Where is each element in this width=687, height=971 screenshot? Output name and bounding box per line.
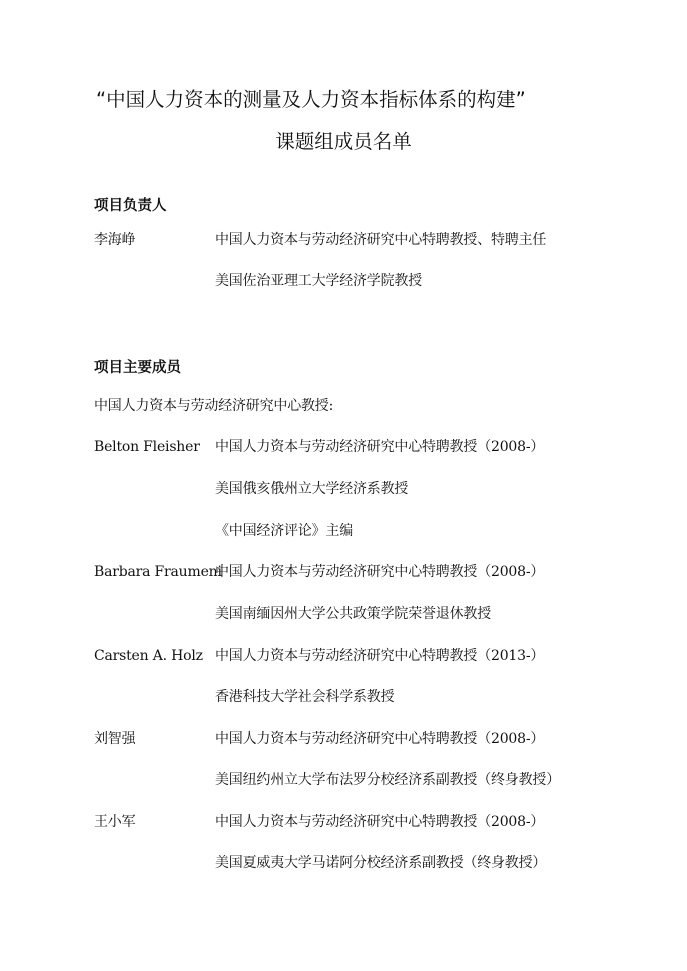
member-name: Belton Fleisher [94, 439, 200, 455]
document-title-line-1: “中国人力资本的测量及人力资本指标体系的构建” [96, 88, 526, 111]
member-title: 美国南缅因州大学公共政策学院荣誉退休教授 [215, 606, 491, 622]
member-name: Carsten A. Holz [94, 648, 203, 664]
member-title: 中国人力资本与劳动经济研究中心特聘教授（2008-） [215, 439, 545, 455]
member-title: 美国俄亥俄州立大学经济系教授 [215, 481, 409, 497]
member-title: 中国人力资本与劳动经济研究中心特聘教授（2013-） [215, 648, 545, 664]
leader-name: 李海峥 [94, 232, 136, 248]
member-name: Barbara Fraumeni [94, 564, 222, 580]
leader-title: 美国佐治亚理工大学经济学院教授 [215, 273, 422, 289]
leader-section-heading: 项目负责人 [94, 198, 167, 214]
member-title: 中国人力资本与劳动经济研究中心特聘教授（2008-） [215, 814, 545, 830]
member-title: 美国夏威夷大学马诺阿分校经济系副教授（终身教授） [215, 855, 547, 871]
member-title: 《中国经济评论》主编 [215, 523, 353, 539]
document-title-line-2: 课题组成员名单 [275, 130, 412, 153]
member-name: 王小军 [94, 814, 136, 830]
core-section-subheading: 中国人力资本与劳动经济研究中心教授: [94, 398, 334, 414]
member-title: 中国人力资本与劳动经济研究中心特聘教授（2008-） [215, 731, 545, 747]
core-section-heading: 项目主要成员 [94, 360, 181, 376]
leader-title: 中国人力资本与劳动经济研究中心特聘教授、特聘主任 [215, 232, 547, 248]
member-name: 刘智强 [94, 731, 136, 747]
member-title: 香港科技大学社会科学系教授 [215, 689, 395, 705]
member-title: 美国纽约州立大学布法罗分校经济系副教授（终身教授） [215, 772, 560, 788]
member-title: 中国人力资本与劳动经济研究中心特聘教授（2008-） [215, 564, 545, 580]
